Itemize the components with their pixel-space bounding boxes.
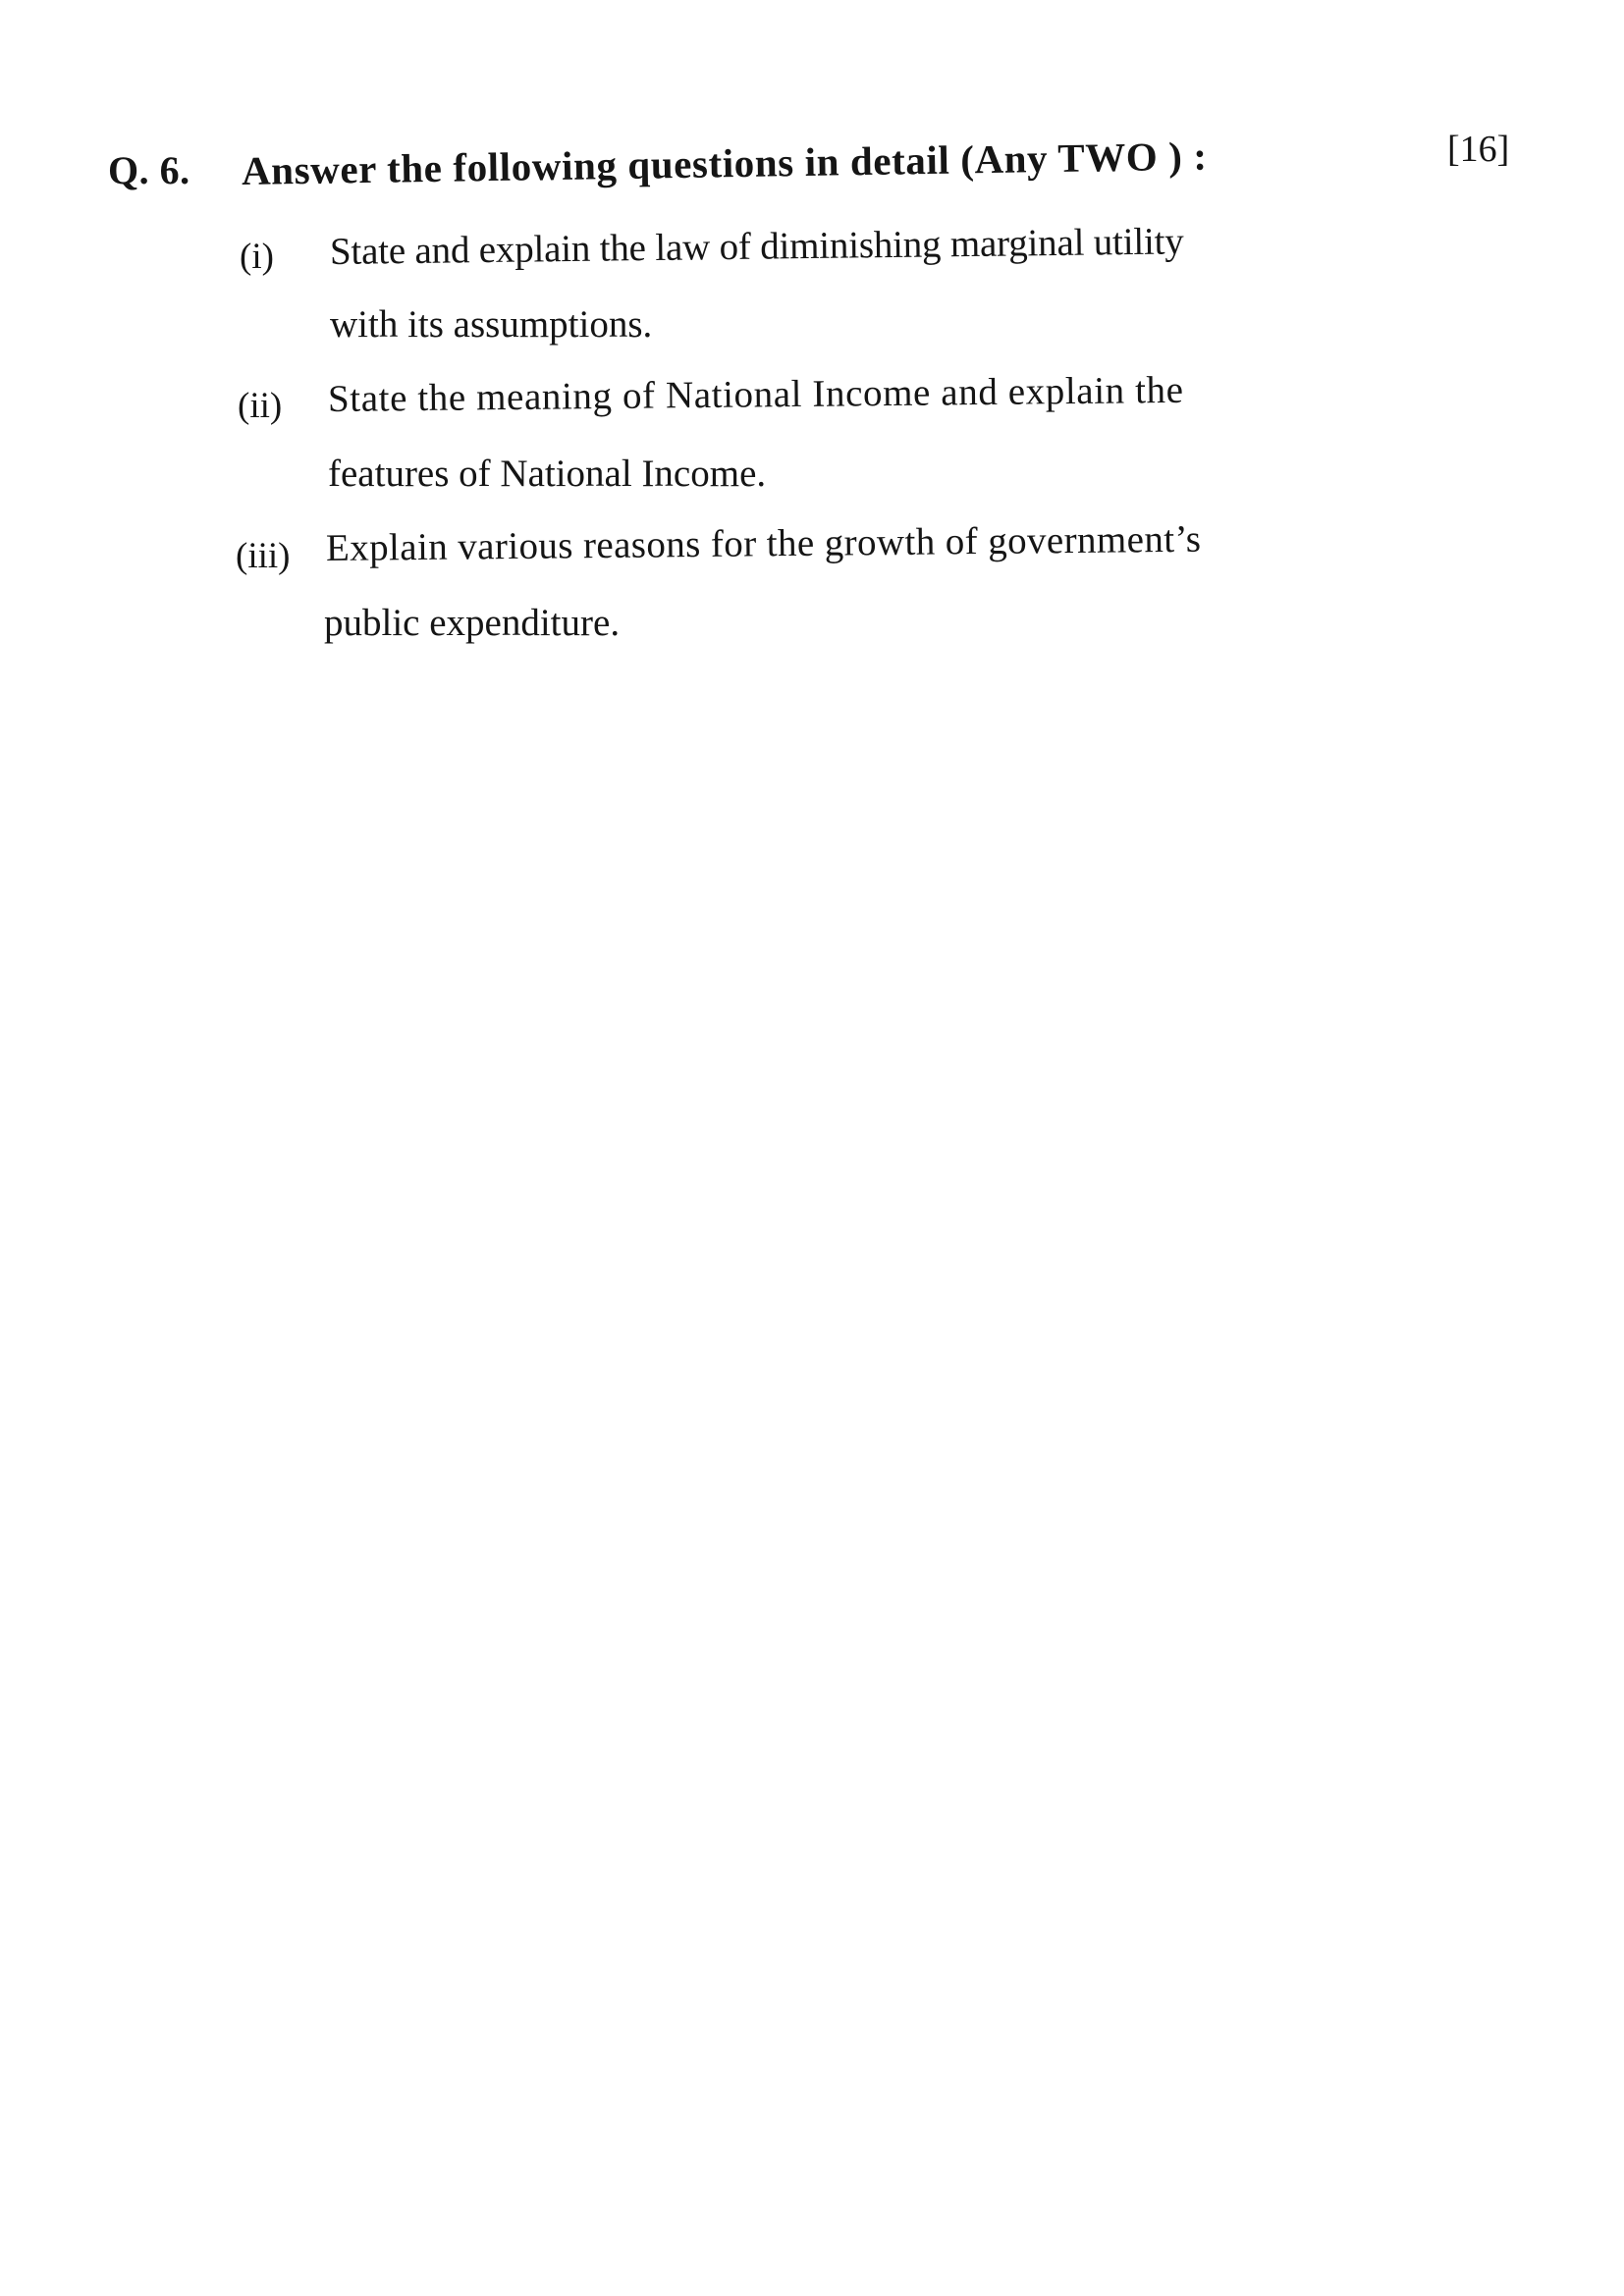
item-text-line: Explain various reasons for the growth of government’s — [325, 517, 1202, 569]
item-text-line: public expenditure. — [324, 602, 621, 644]
item-text-line: with its assumptions. — [330, 303, 653, 346]
item-text-line: State the meaning of National Income and explain the — [327, 368, 1184, 420]
item-label: (ii) — [238, 386, 283, 426]
item-label: (iii) — [236, 536, 291, 576]
item-label: (i) — [240, 237, 274, 277]
question-marks: [16] — [1447, 129, 1510, 170]
item-text-line: State and explain the law of diminishing marginal utility — [329, 220, 1184, 273]
question-heading: Answer the following questions in detail (Any TWO ) : — [241, 133, 1208, 193]
item-text-line: features of National Income. — [328, 453, 767, 495]
question-number: Q. 6. — [108, 148, 190, 192]
